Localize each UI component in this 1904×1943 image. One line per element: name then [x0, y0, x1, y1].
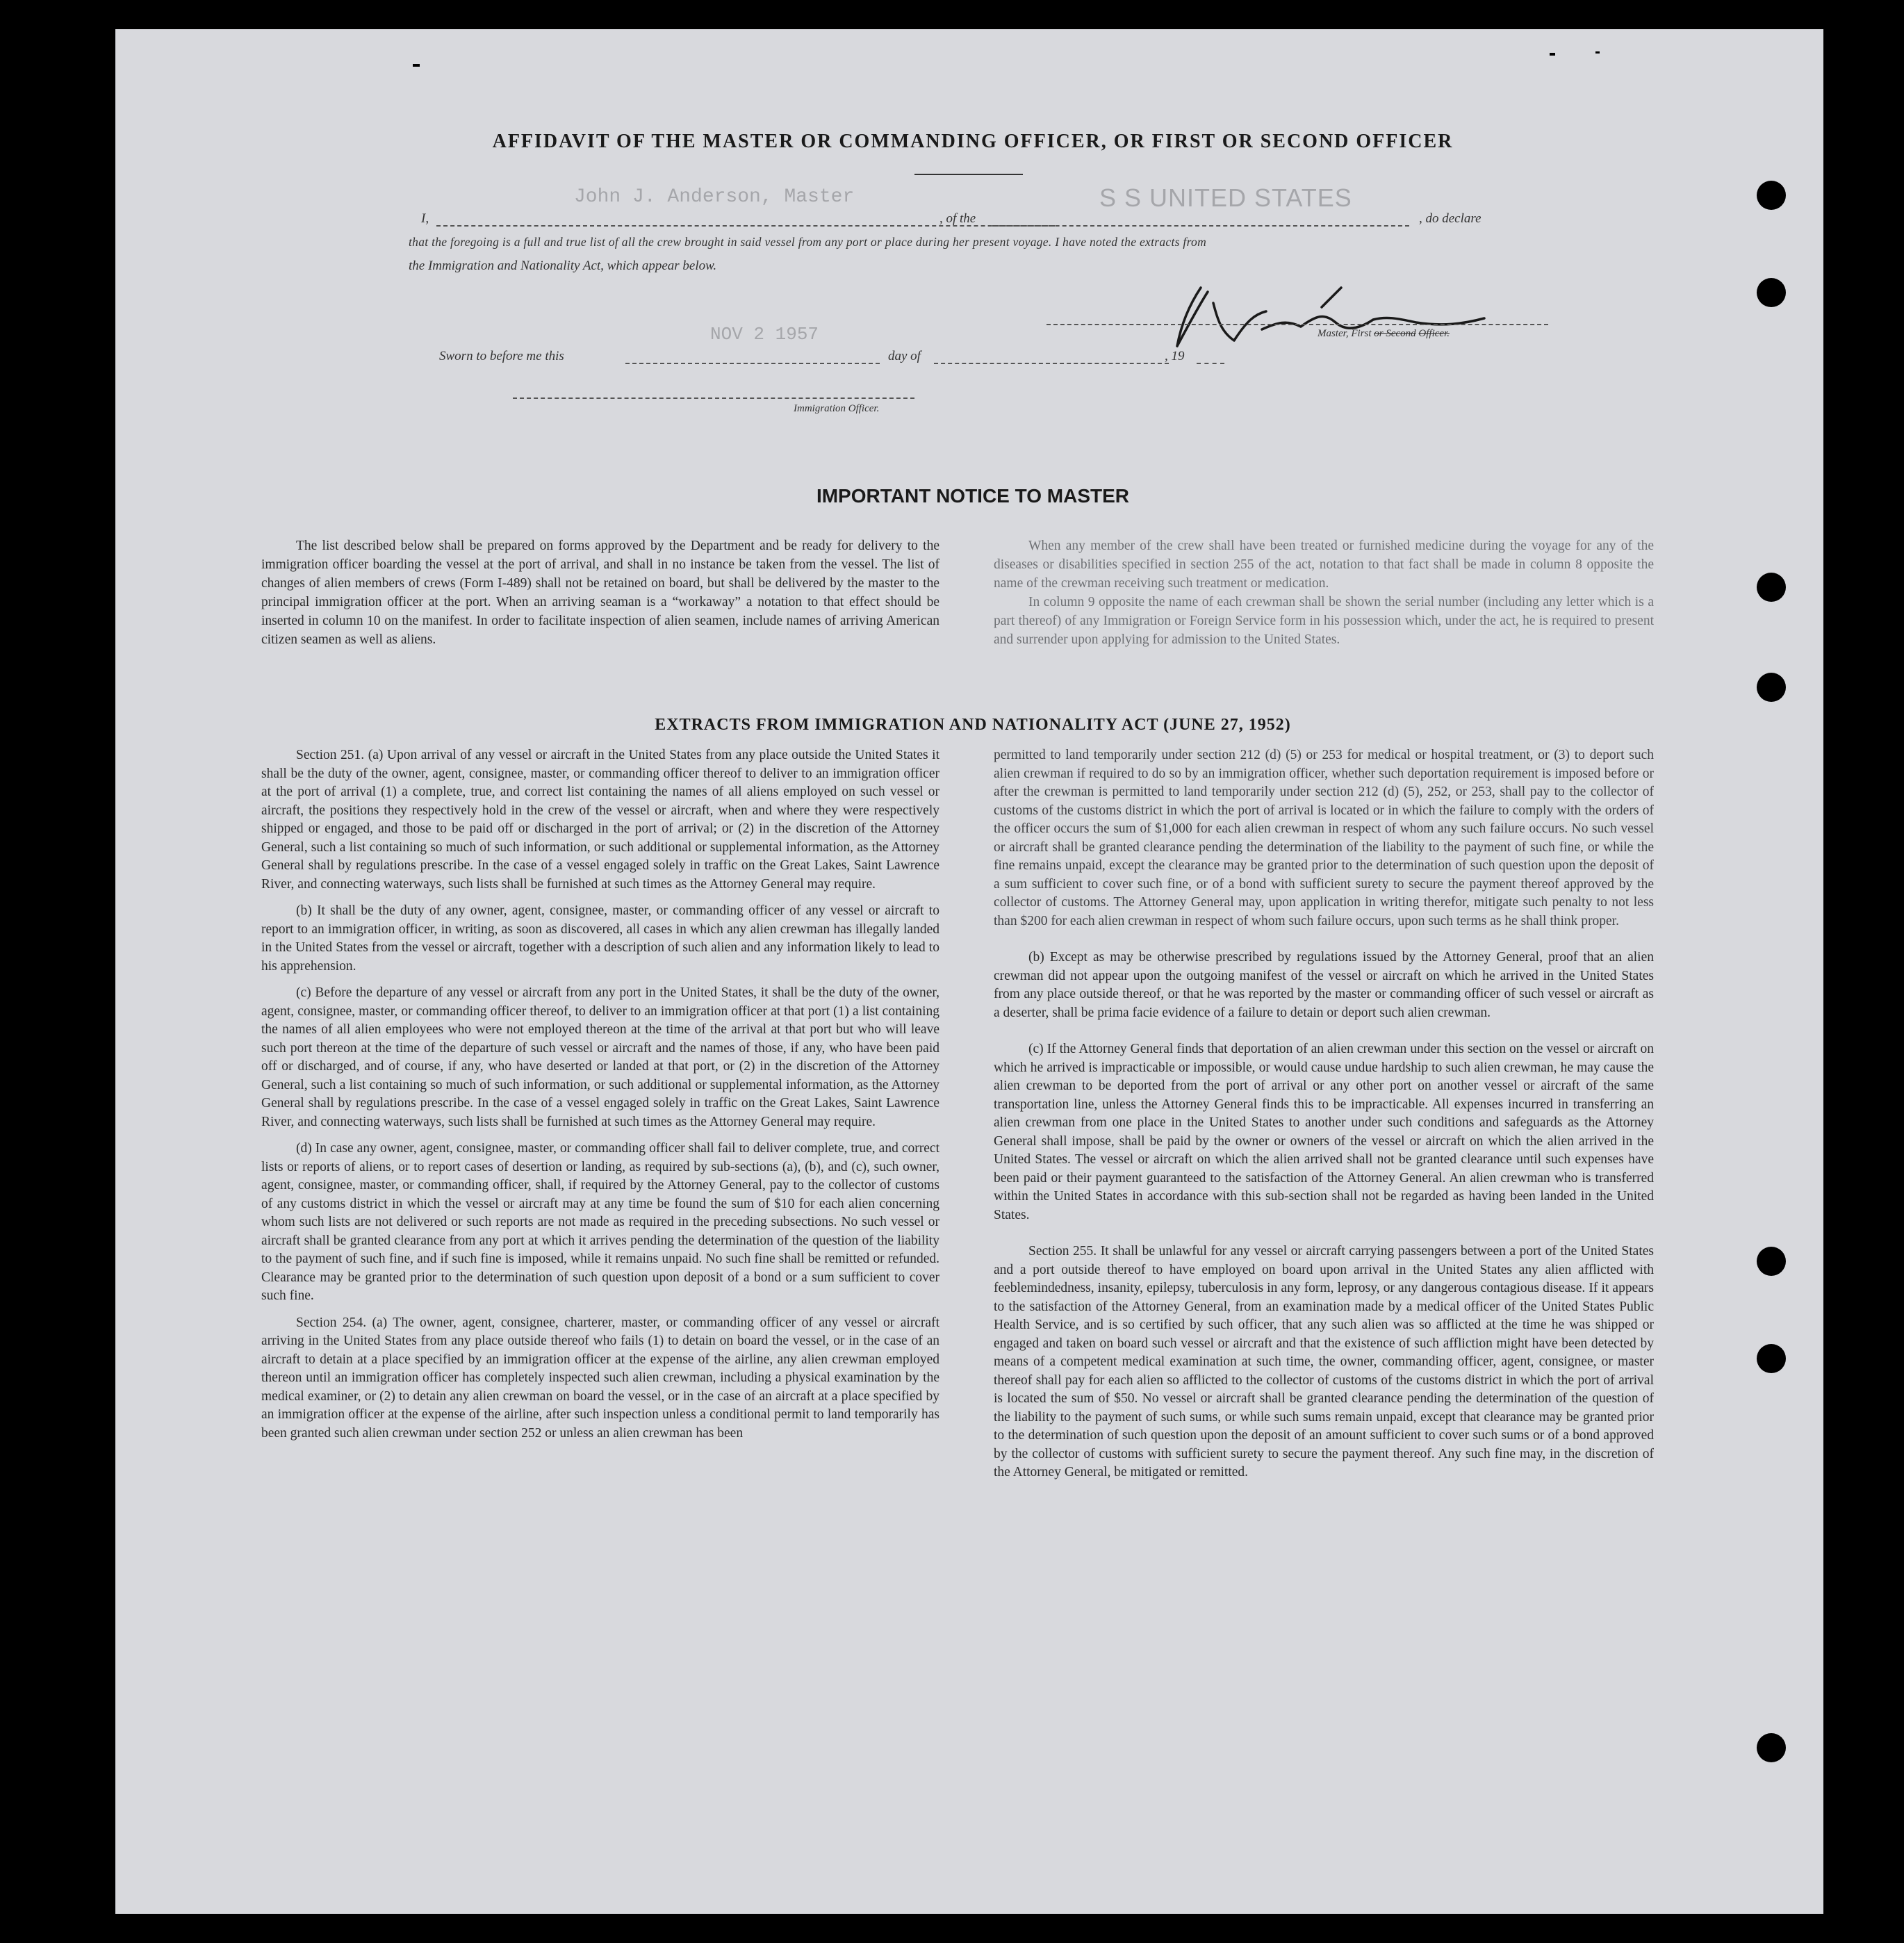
vessel-line [992, 225, 1409, 227]
punch-hole [1757, 1344, 1786, 1373]
master-label-c: Officer. [1418, 328, 1450, 339]
section-251-b: (b) It shall be the duty of any owner, agent, consignee, master, or commanding officer of any vessel or aircraft to report to an immigration officer, in writing, as soon as discovered, all cases in which any alien crewman has illegally landed in the United States from the vessel or aircraft, together with a description of such alien and any information likely to lead to his apprehension. [261, 903, 939, 974]
notice-right-column [994, 536, 1654, 649]
affidavit-title: AFFIDAVIT OF THE MASTER OR COMMANDING OFFICER, OR FIRST OR SECOND OFFICER [492, 131, 1454, 152]
day-of-label: day of [888, 349, 921, 363]
master-officer-label [1318, 328, 1450, 340]
immigration-officer-label: Immigration Officer. [794, 403, 880, 414]
section-254-a: Section 254. (a) The owner, agent, consignee, charterer, master, or commanding officer of any vessel or aircraft arriving in the United States from any place outside thereof who fails (1) to detain on board the vessel, or in the case of an aircraft to detain at a place specified by an immigration officer at the expense of the airline, any alien crewman employed thereon until an immigration officer has completely inspected such alien crewman, including a physical examination by the medical examiner, or (2) to detain any alien crewman on board the vessel, or in the case of an aircraft at a place specified by an immigration officer at the expense of the airline, after such inspection unless a conditional permit to land temporarily has been granted such alien crewman under section 252 or unless an alien crewman has been [261, 1315, 939, 1441]
punch-hole [1757, 278, 1786, 307]
declaration-line-3: the Immigration and Nationality Act, which appear below. [409, 259, 717, 273]
notice-left-paragraph: The list described below shall be prepared on forms approved by the Department and be ready for delivery to the immigration officer boarding the vessel at the port of arrival, and shall in no instance be taken from the vessel. The list of changes of alien members of crews (Form I-489) shall not be retained on board, but shall be delivered by the master to the principal immigration officer at the port. When an arriving seaman is a “workaway” a notation to that effect should be inserted in column 10 on the manifest. In order to facilitate inspection of alien seamen, include names of arriving American citizen seamen as well as aliens. [261, 539, 939, 647]
section-251-d: (d) In case any owner, agent, consignee, master, or commanding officer shall fail to deliver complete, true, and correct lists or reports of aliens, or to report cases of desertion or landing, as required by sub-sections (a), (b), and (c), such owner, agent, consignee, master, or commanding officer, shall, if required by the Attorney General, pay to the collector of customs of any customs district in which the vessel or aircraft may at any time be found the sum of $10 for each alien concerning whom such lists are not delivered or such reports are not made as required in the preceding subsections. No such vessel or aircraft shall be granted clearance from any port at which it arrives pending the determination of the question of the liability to the payment of such fine, and if such fine is imposed, while it remains unpaid. No such fine shall be remitted or refunded. Clearance may be granted prior to the determination of such question upon deposit of a bond or a sum sufficient to cover such fine. [261, 1141, 939, 1303]
punch-hole [1757, 573, 1786, 602]
punch-hole [1757, 1247, 1786, 1276]
section-255: Section 255. It shall be unlawful for any vessel or aircraft carrying passengers between a port of the United States and a port outside thereof to have employed on board upon arrival in the United States any alien afflicted with feeblemindedness, insanity, epilepsy, tuberculosis in any form, leprosy, or any dangerous contagious disease. If it appears to the satisfaction of the Attorney General, from an examination made by a medical officer of the United States Public Health Service, and is so certified by such officer, that any such alien was so afflicted at the time he was shipped or engaged and taken on board such vessel or aircraft and that the existence of such affliction might have been detected by means of a competent medical examination at such time, the owner, commanding officer, agent, consignee, or master thereof shall pay for each alien so afflicted to the collector of customs of the customs district in which the port of arrival is located the sum of $50. No vessel or aircraft shall be granted clearance pending the determination of the question of the liability to the payment of such sums, or while such sums remain unpaid, except that clearance may be granted prior to the determination of such question upon the deposit of an amount sufficient to cover such sums or of a bond approved by the collector of customs with sufficient surety to secure the payment thereof. Any such fine may, in the discretion of the Attorney General, be mitigated or remitted. [994, 1244, 1654, 1479]
master-name-entry: John J. Anderson, Master [574, 186, 855, 208]
vessel-name-entry: S S UNITED STATES [1099, 183, 1352, 212]
of-the-label: , of the [939, 211, 976, 226]
year-label: , 19 [1165, 349, 1185, 363]
section-251-a: Section 251. (a) Upon arrival of any vessel or aircraft in the United States from any place outside the United States it shall be the duty of the owner, agent, consignee, master, or commanding officer thereof to deliver to an immigration officer at the port of arrival (1) a complete, true, and correct list containing the names of all aliens employed on such vessel or aircraft, the positions they respectively hold in the crew of the vessel or aircraft, when and where they were respectively shipped or engaged, and those to be paid off or discharged in the port of arrival; or (2) in the discretion of the Attorney General, such a list containing so much of such information, or such additional or supplemental information, as the Attorney General shall by regulations prescribe. In the case of a vessel engaged solely in traffic on the Great Lakes, Saint Lawrence River, and connecting waterways, such lists shall be furnished at such times as the Attorney General may require. [261, 748, 939, 892]
punch-hole [1757, 673, 1786, 702]
extracts-right-column [994, 746, 1654, 1482]
sworn-month-line [934, 363, 1169, 364]
scan-mark [1595, 51, 1600, 54]
year-line [1197, 363, 1224, 364]
declaration-line-2: that the foregoing is a full and true list of all the crew brought in said vessel from any port or place during her present voyage. I have noted the extracts from [409, 235, 1207, 249]
document-page [115, 29, 1823, 1914]
punch-hole [1757, 181, 1786, 210]
sworn-day-line [625, 363, 880, 364]
do-declare-label: , do declare [1419, 211, 1482, 226]
signature-line [1047, 324, 1548, 325]
notice-title: IMPORTANT NOTICE TO MASTER [816, 485, 1130, 507]
section-251-c: (c) Before the departure of any vessel or aircraft from any port in the United States, it shall be the duty of the owner, agent, consignee, master, or commanding officer thereof, to deliver to an immigration officer at that port (1) a list containing the names of all alien employees who were not employed thereon at the time of the arrival at that port but who will leave such port thereon at the time of the departure of such vessel or aircraft and the names of those, if any, who have been paid off or discharged, and of course, if any, who have deserted or landed at that port, or (2) in the discretion of the Attorney General, such a list containing so much of such information, or such additional or supplemental information, as the Attorney General shall by regulations prescribe. In the case of a vessel engaged solely in traffic on the Great Lakes, Saint Lawrence River, and connecting waterways, such lists shall be furnished at such times as the Attorney General may require. [261, 985, 939, 1129]
master-label-b: or Second [1374, 328, 1416, 339]
scan-mark [413, 64, 420, 67]
section-254-b: (b) Except as may be otherwise prescribed by regulations issued by the Attorney General, proof that an alien crewman did not appear upon the outgoing manifest of the vessel or aircraft on which he arrived in the United States from any place outside thereof, or that he was reported by the master or commanding officer of such vessel or aircraft as a deserter, shall be prima facie evidence of a failure to detain or deport such alien crewman. [994, 950, 1654, 1020]
notice-right-paragraph-2: In column 9 opposite the name of each crewman shall be shown the serial number (including any letter which is a part thereof) of any Immigration or Foreign Service form in his possession which, under the act, he is required to present and surrender upon applying for admission to the United States. [994, 595, 1654, 647]
officer-line [513, 397, 914, 399]
master-label-a: Master, First [1318, 328, 1372, 339]
section-254-c: (c) If the Attorney General finds that deportation of an alien crewman under this section on the vessel or aircraft on which he arrived is impracticable or impossible, or would cause undue hardship to such alien crewman, he may cause the alien crewman to be deported from the port of arrival or any other port on another vessel or aircraft of the same transportation line, unless the Attorney General finds this to be impracticable. All expenses incurred in transferring an alien crewman from one place in the United States to another under such conditions and safeguards as the Attorney General shall impose, shall be paid by the owner or owners of the vessel or aircraft on which the alien arrived in the United States. The vessel or aircraft on which the alien arrived shall not be granted clearance until such expenses have been paid or their payment guaranteed to the satisfaction of the Attorney General. An alien crewman who is transferred within the United States in accordance with this sub-section shall not be regarded as having been landed in the United States. [994, 1042, 1654, 1222]
extracts-title: EXTRACTS FROM IMMIGRATION AND NATIONALITY ACT (JUNE 27, 1952) [655, 716, 1291, 734]
extracts-left-column [261, 746, 939, 1443]
master-signature [1158, 279, 1547, 363]
notice-right-paragraph-1: When any member of the crew shall have been treated or furnished medicine during the voyage for any of the diseases or disabilities specified in section 255 of the act, notation to that fact shall be made in column 8 opposite the name of the crewman receiving such treatment or medication. [994, 539, 1654, 591]
scan-mark [1550, 53, 1555, 56]
section-254-a-continued: permitted to land temporarily under section 212 (d) (5) or 253 for medical or hospital treatment, or (3) to deport such alien crewman if required to do so by an immigration officer, whether such deportation requirement is imposed before or after the crewman is permitted to land temporarily under section 212 (d) (5), 252, or 253, shall pay to the collector of customs of the customs district in which the port of arrival is located or in which the failure to comply with the orders of the officer occurs the sum of $1,000 for each alien crewman in respect of whom any such failure occurs. No such vessel or aircraft shall be granted clearance pending the determination of the liability to the payment of such fine, or while the fine remains unpaid, except the clearance may be granted prior to the determination of such question upon the deposit of a sum sufficient to cover such fine, or of a bond with sufficient surety to secure the payment thereof approved by the collector of customs. The Attorney General may, upon application in writing therefor, mitigate such penalty to not less than $200 for each alien crewman in respect of whom such failure occurs, upon such terms as he shall think proper. [994, 748, 1654, 928]
punch-hole [1757, 1733, 1786, 1762]
title-underline [914, 174, 1023, 175]
sworn-label: Sworn to before me this [439, 349, 564, 363]
sworn-date-stamp: NOV 2 1957 [710, 324, 819, 345]
affidavit-i-label: I, [421, 211, 429, 226]
